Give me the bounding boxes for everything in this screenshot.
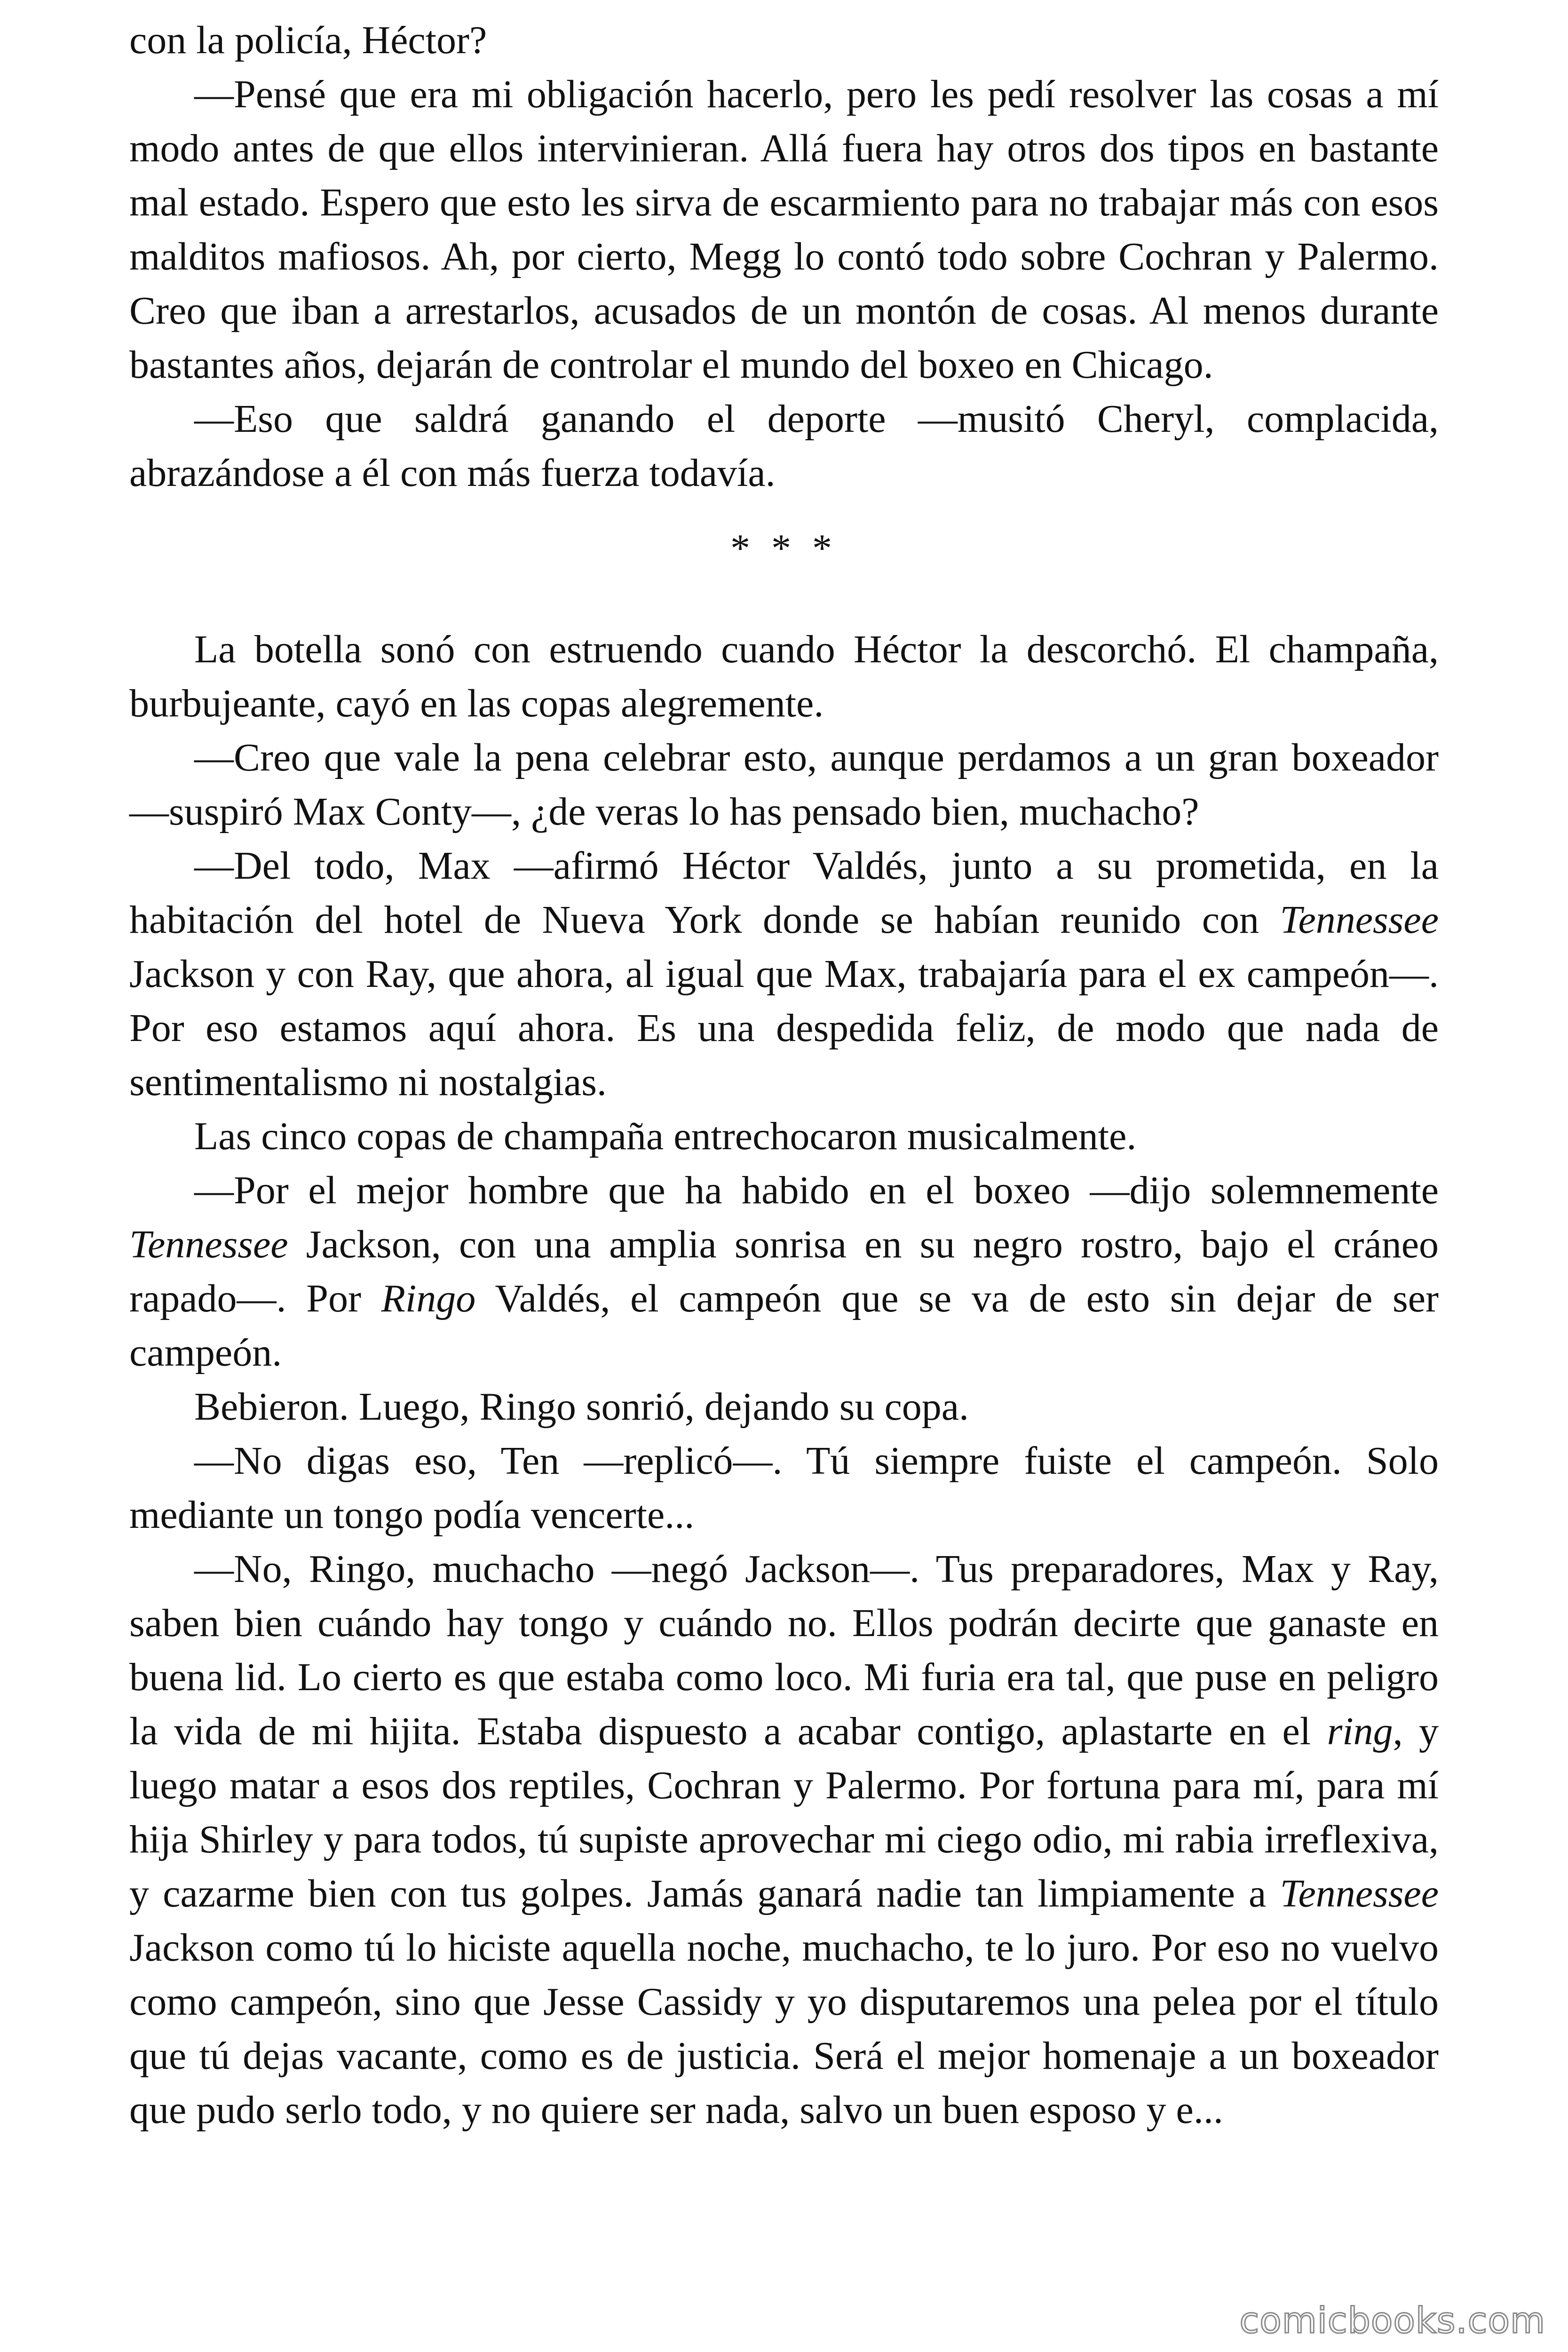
italic-text: ring <box>1327 1709 1393 1753</box>
paragraph-text: —No digas eso, Ten —replicó—. Tú siempre fuiste el campeón. Solo mediante un tongo podía vencerte... <box>129 1439 1439 1537</box>
paragraph-text: Jackson y con Ray, que ahora, al igual que Max, trabajaría para el ex campeón—. Por eso estamos aquí ahora. Es una despedida feliz, de modo que nada de sentimentalismo ni nostalgias. <box>129 952 1439 1104</box>
paragraph-text: con la policía, Héctor? <box>129 18 487 62</box>
body-paragraph <box>129 1109 1439 1163</box>
paragraph-text: Bebieron. Luego, Ringo sonrió, dejando su copa. <box>194 1385 969 1429</box>
italic-text: Ringo <box>381 1277 476 1320</box>
body-paragraph <box>129 1542 1439 2137</box>
paragraph-text: Jackson, con una amplia sonrisa en su negro rostro, bajo el cráneo rapado—. Por <box>129 1223 1439 1320</box>
italic-text: Tennessee <box>129 1223 288 1266</box>
watermark-logo: comicbooks.com <box>1239 2299 1545 2341</box>
body-paragraph <box>129 392 1439 500</box>
paragraph-text: —Pensé que era mi obligación hacerlo, pero les pedí resolver las cosas a mí modo antes de que ellos intervinieran. Allá fuera hay otros dos tipos en bastante mal estado. Espero que esto les sirva de escarmiento para no trabajar más con esos malditos mafiosos. Ah, por cierto, Megg lo contó todo sobre Cochran y Palermo. Creo que iban a arrestarlos, acusados de un montón de cosas. Al menos durante bastantes años, dejarán de controlar el mundo del boxeo en Chicago. <box>129 72 1439 387</box>
body-paragraph <box>129 731 1439 839</box>
body-paragraph <box>129 839 1439 1109</box>
paragraph-text: —Creo que vale la pena celebrar esto, aunque perdamos a un gran boxeador —suspiró Max Conty—, ¿de veras lo has pensado bien, muchacho? <box>129 736 1439 834</box>
paragraph-text: * * * <box>730 526 838 570</box>
paragraph-text: Jackson como tú lo hiciste aquella noche, muchacho, te lo juro. Por eso no vuelvo como campeón, sino que Jesse Cassidy y yo disputaremos una pelea por el título que tú dejas vacante, como es de justicia. Será el mejor homenaje a un boxeador que pudo serlo todo, y no quiere ser nada, salvo un buen esposo y e... <box>129 1926 1439 2132</box>
paragraph-text: —Eso que saldrá ganando el deporte —musitó Cheryl, complacida, abrazándose a él con más fuerza todavía. <box>129 397 1439 495</box>
paragraph-text: , y luego matar a esos dos reptiles, Cochran y Palermo. Por fortuna para mí, para mí hija Shirley y para todos, tú supiste aprovechar mi ciego odio, mi rabia irreflexiva, y cazarme bien con tus golpes. Jamás ganará nadie tan limpiamente a <box>129 1709 1439 1915</box>
paragraph-text: —No, Ringo, muchacho —negó Jackson—. Tus preparadores, Max y Ray, saben bien cuándo hay tongo y cuándo no. Ellos podrán decirte que ganaste en buena lid. Lo cierto es que estaba como loco. Mi furia era tal, que puse en peligro la vida de mi hijita. Estaba dispuesto a acabar contigo, aplastarte en el <box>129 1547 1439 1753</box>
body-paragraph <box>129 67 1439 392</box>
paragraph-text: La botella sonó con estruendo cuando Héctor la descorchó. El champaña, burbujeante, cayó en las copas alegremente. <box>129 628 1439 725</box>
paragraph-text: Las cinco copas de champaña entrechocaron musicalmente. <box>194 1114 1137 1158</box>
body-paragraph <box>129 1380 1439 1434</box>
paragraph-text: —Por el mejor hombre que ha habido en el boxeo —dijo solemnemente <box>194 1168 1439 1212</box>
paragraph-text: —Del todo, Max —afirmó Héctor Valdés, junto a su prometida, en la habitación del hotel de Nueva York donde se habían reunido con <box>129 844 1439 942</box>
italic-text: Tennessee <box>1280 1872 1439 1915</box>
body-paragraph <box>129 1434 1439 1542</box>
paragraph-text: Valdés, el campeón que se va de esto sin dejar de ser campeón. <box>129 1277 1439 1375</box>
body-paragraph <box>129 1163 1439 1380</box>
body-paragraph <box>129 622 1439 731</box>
body-paragraph <box>129 13 1439 67</box>
section-separator <box>129 521 1439 575</box>
italic-text: Tennessee <box>1280 898 1439 942</box>
